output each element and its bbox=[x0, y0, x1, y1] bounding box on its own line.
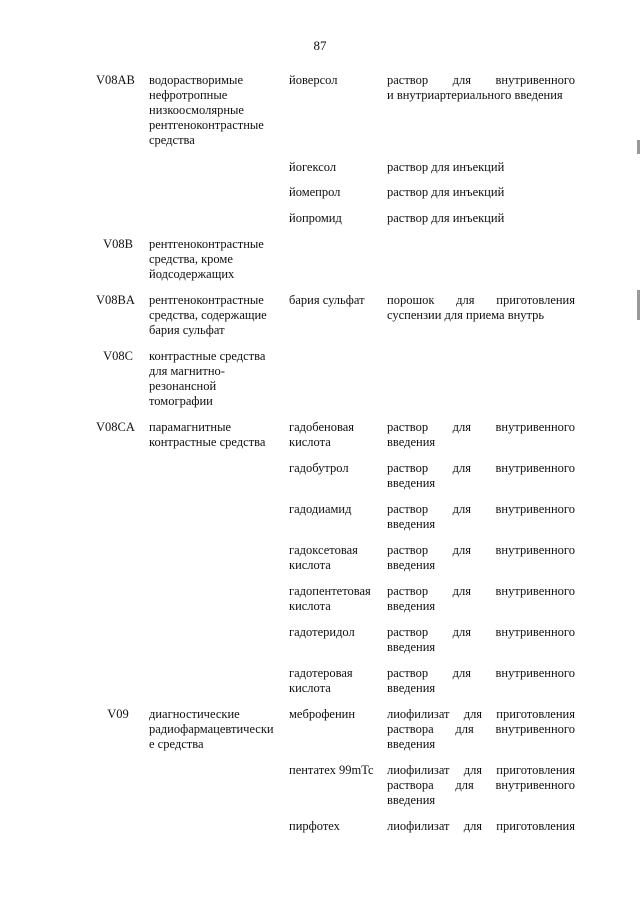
atc-code: V08CA bbox=[96, 420, 135, 434]
dosage-form bbox=[387, 819, 575, 834]
drug-name: йомепрол bbox=[289, 185, 341, 199]
dosage-form-line: раствор для инъекций bbox=[387, 160, 505, 174]
group-description: парамагнитные контрастные средства bbox=[149, 420, 266, 449]
dosage-form-line: и внутриартериального введения bbox=[387, 88, 563, 102]
group-description: водорастворимые нефротропные низкоосмолярные рентгеноконтрастные средства bbox=[149, 73, 264, 147]
drug-name: йопромид bbox=[289, 211, 342, 225]
dosage-form-line: раствор для внутривенного bbox=[387, 73, 575, 87]
dosage-form-line: введения bbox=[387, 599, 436, 613]
group-description: рентгеноконтрастные средства, содержащие бария сульфат bbox=[149, 293, 267, 337]
atc-code: V08C bbox=[103, 349, 133, 363]
drug-name: бария сульфат bbox=[289, 293, 365, 307]
dosage-form bbox=[387, 584, 575, 614]
drug-name: гадопентетовая кислота bbox=[289, 584, 371, 613]
dosage-form-line: раствор для внутривенного bbox=[387, 543, 575, 557]
dosage-form bbox=[387, 625, 575, 655]
dosage-form-line: раствор для внутривенного bbox=[387, 502, 575, 516]
group-description: контрастные средства для магнитно- резонансной томографии bbox=[149, 349, 266, 408]
drug-name: гадотеровая кислота bbox=[289, 666, 353, 695]
dosage-form-line: введения bbox=[387, 476, 436, 490]
dosage-form-line: введения bbox=[387, 737, 436, 751]
dosage-form-line: раствор для внутривенного bbox=[387, 666, 575, 680]
dosage-form bbox=[387, 502, 575, 532]
dosage-form-line: раствор для внутривенного bbox=[387, 584, 575, 598]
dosage-form bbox=[387, 211, 575, 226]
dosage-form-line: введения bbox=[387, 558, 436, 572]
atc-code: V08BA bbox=[96, 293, 135, 307]
dosage-form-line: введения bbox=[387, 517, 436, 531]
dosage-form-line: раствор для внутривенного bbox=[387, 420, 575, 434]
dosage-form-line: раствор для внутривенного bbox=[387, 625, 575, 639]
drug-name: йоверсол bbox=[289, 73, 338, 87]
drug-name: пирфотех bbox=[289, 819, 340, 833]
group-description: диагностические радиофармацевтически е средства bbox=[149, 707, 274, 751]
dosage-form bbox=[387, 293, 575, 323]
dosage-form-line: раствора для внутривенного bbox=[387, 778, 575, 792]
dosage-form bbox=[387, 763, 575, 808]
dosage-form-line: лиофилизат для приготовления bbox=[387, 763, 575, 777]
dosage-form bbox=[387, 666, 575, 696]
dosage-form bbox=[387, 73, 575, 103]
dosage-form bbox=[387, 707, 575, 752]
drug-name: гадотеридол bbox=[289, 625, 355, 639]
dosage-form-line: лиофилизат для приготовления bbox=[387, 819, 575, 833]
drug-name: гадобеновая кислота bbox=[289, 420, 355, 449]
dosage-form bbox=[387, 461, 575, 491]
drug-name: гадодиамид bbox=[289, 502, 352, 516]
dosage-form bbox=[387, 160, 575, 175]
dosage-form-line: раствор для внутривенного bbox=[387, 461, 575, 475]
atc-code: V09 bbox=[107, 707, 129, 721]
dosage-form-line: лиофилизат для приготовления bbox=[387, 707, 575, 721]
drug-name: меброфенин bbox=[289, 707, 356, 721]
dosage-form-line: раствор для инъекций bbox=[387, 185, 505, 199]
dosage-form-line: введения bbox=[387, 681, 436, 695]
dosage-form-line: раствор для инъекций bbox=[387, 211, 505, 225]
dosage-form-line: раствора для внутривенного bbox=[387, 722, 575, 736]
dosage-form-line: порошок для приготовления bbox=[387, 293, 575, 307]
group-description: рентгеноконтрастные средства, кроме йодсодержащих bbox=[149, 237, 264, 281]
dosage-form bbox=[387, 543, 575, 573]
dosage-form-line: введения bbox=[387, 793, 436, 807]
dosage-form bbox=[387, 420, 575, 450]
drug-name: гадобутрол bbox=[289, 461, 349, 475]
drug-name: гадоксетовая кислота bbox=[289, 543, 358, 572]
drug-name: йогексол bbox=[289, 160, 337, 174]
dosage-form-line: введения bbox=[387, 640, 436, 654]
page-number: 87 bbox=[313, 38, 327, 53]
drug-name: пентатех 99mTc bbox=[289, 763, 374, 777]
atc-code: V08B bbox=[103, 237, 133, 251]
atc-code: V08AB bbox=[96, 73, 135, 87]
dosage-form-line: суспензии для приема внутрь bbox=[387, 308, 545, 322]
dosage-form bbox=[387, 185, 575, 200]
dosage-form-line: введения bbox=[387, 435, 436, 449]
